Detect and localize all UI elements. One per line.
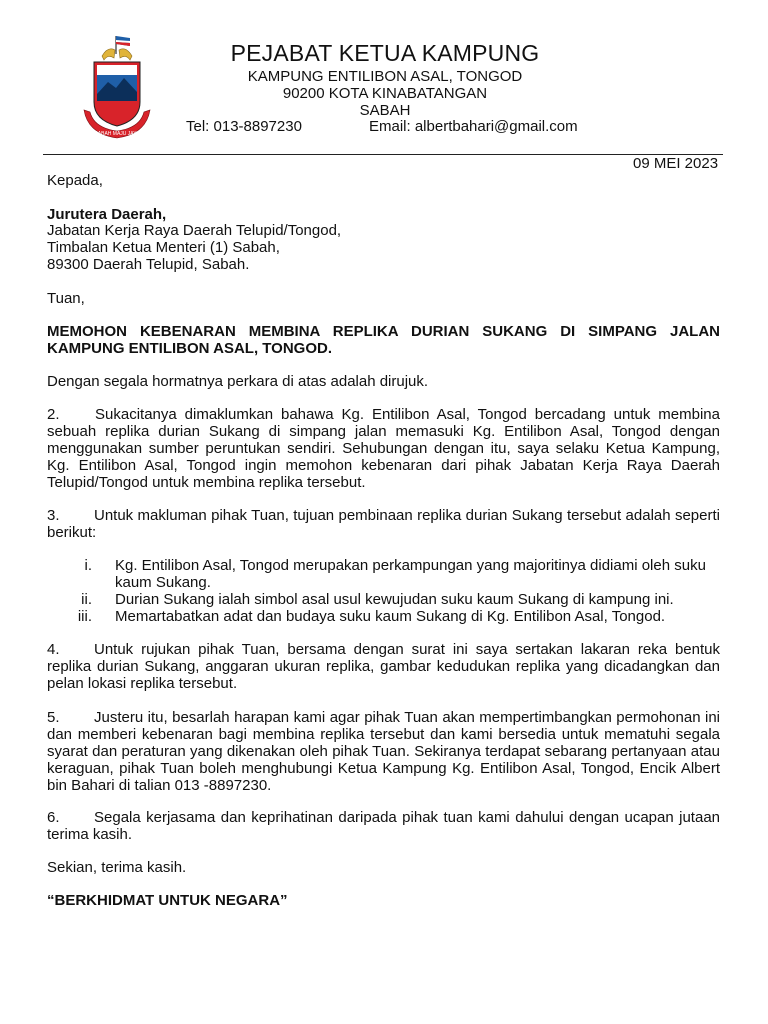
paragraph-5-number: 5. xyxy=(47,709,60,726)
closing: Sekian, terima kasih. xyxy=(47,859,187,876)
paragraph-6 xyxy=(47,809,720,843)
paragraph-4-text: Untuk rujukan pihak Tuan, bersama dengan surat ini saya sertakan lakaran reka bentuk replika durian Sukang, anggaran ukuran replika, gambar kedudukan replika yang dicadangkan dan pelan lokasi replika tersebut. xyxy=(47,641,720,692)
list-item-text: Memartabatkan adat dan budaya suku kaum Sukang di Kg. Entilibon Asal, Tongod. xyxy=(115,608,666,625)
recipient-line-3: 89300 Daerah Telupid, Sabah. xyxy=(47,256,250,273)
subject-line-2: KAMPUNG ENTILIBON ASAL, TONGOD. xyxy=(47,340,332,357)
address-line-1: KAMPUNG ENTILIBON ASAL, TONGOD xyxy=(247,68,523,85)
paragraph-4-number: 4. xyxy=(47,641,60,658)
paragraph-2 xyxy=(47,406,720,491)
address-line-2: 90200 KOTA KINABATANGAN xyxy=(282,85,488,102)
paragraph-6-text: Segala kerjasama dan keprihatinan daripada pihak tuan kami dahului dengan ucapan jutaan terima kasih. xyxy=(47,809,720,843)
telephone: Tel: 013-8897230 xyxy=(186,118,302,135)
paragraph-3 xyxy=(47,507,720,541)
list-item-number: ii. xyxy=(81,591,92,608)
paragraph-2-text: Sukacitanya dimaklumkan bahawa Kg. Entilibon Asal, Tongod bercadang untuk membina sebuah replika durian Sukang di simpang jalan memasuki Kg. Entilibon Asal, Tongod dengan menggunakan sumber peruntukan sendiri. Sehubungan dengan itu, saya selaku Ketua Kampung, Kg. Entilibon Asal, Tongod ingin memohon kebenaran dari pihak Jabatan Kerja Raya Daerah Telupid/Tongod untuk membina replika tersebut. xyxy=(47,406,720,491)
opening-sentence: Dengan segala hormatnya perkara di atas adalah dirujuk. xyxy=(47,373,429,390)
sabah-crest-logo xyxy=(78,32,156,142)
recipient-title: Jurutera Daerah, xyxy=(47,206,167,223)
header-divider xyxy=(43,154,723,155)
paragraph-2-number: 2. xyxy=(47,406,60,423)
address-line-3: SABAH xyxy=(359,102,411,119)
subject-line-1: MEMOHON KEBENARAN MEMBINA REPLIKA DURIAN SUKANG DI SIMPANG JALAN xyxy=(47,323,720,340)
paragraph-4 xyxy=(47,641,720,692)
slogan: “BERKHIDMAT UNTUK NEGARA” xyxy=(47,892,288,909)
greeting: Tuan, xyxy=(47,290,85,307)
paragraph-6-number: 6. xyxy=(47,809,60,826)
office-name: PEJABAT KETUA KAMPUNG xyxy=(230,40,540,66)
list-item-text: kaum Sukang. xyxy=(115,574,211,591)
list-item-text: Kg. Entilibon Asal, Tongod merupakan perkampungan yang majoritinya didiami oleh suku xyxy=(115,557,706,574)
paragraph-5 xyxy=(47,709,720,794)
list-item-number: i. xyxy=(84,557,92,574)
paragraph-5-text: Justeru itu, besarlah harapan kami agar pihak Tuan akan mempertimbangkan permohonan ini dan memberi kebenaran bagi membina replika tersebut dan kami bersedia untuk mematuhi segala syarat dan peraturan yang dikenakan oleh pihak Tuan. Sekiranya terdapat sebarang pertanyaan atau keraguan, pihak Tuan boleh menghubungi Ketua Kampung Kg. Entilibon Asal, Tongod, Encik Albert bin Bahari di talian 013 -8897230. xyxy=(47,709,720,794)
salutation-to: Kepada, xyxy=(47,172,103,189)
letter-date: 09 MEI 2023 xyxy=(633,155,719,172)
paragraph-3-text: Untuk makluman pihak Tuan, tujuan pembinaan replika durian Sukang tersebut adalah seperti berikut: xyxy=(47,507,720,541)
recipient-line-1: Jabatan Kerja Raya Daerah Telupid/Tongod, xyxy=(47,222,342,239)
crest-motto: SABAH MAJU JAYA xyxy=(94,131,140,137)
paragraph-3-number: 3. xyxy=(47,507,60,524)
list-item-number: iii. xyxy=(77,608,92,625)
list-item-text: Durian Sukang ialah simbol asal usul kewujudan suku kaum Sukang di kampung ini. xyxy=(115,591,674,608)
recipient-line-2: Timbalan Ketua Menteri (1) Sabah, xyxy=(47,239,280,256)
email-address: Email: albertbahari@gmail.com xyxy=(369,118,578,135)
